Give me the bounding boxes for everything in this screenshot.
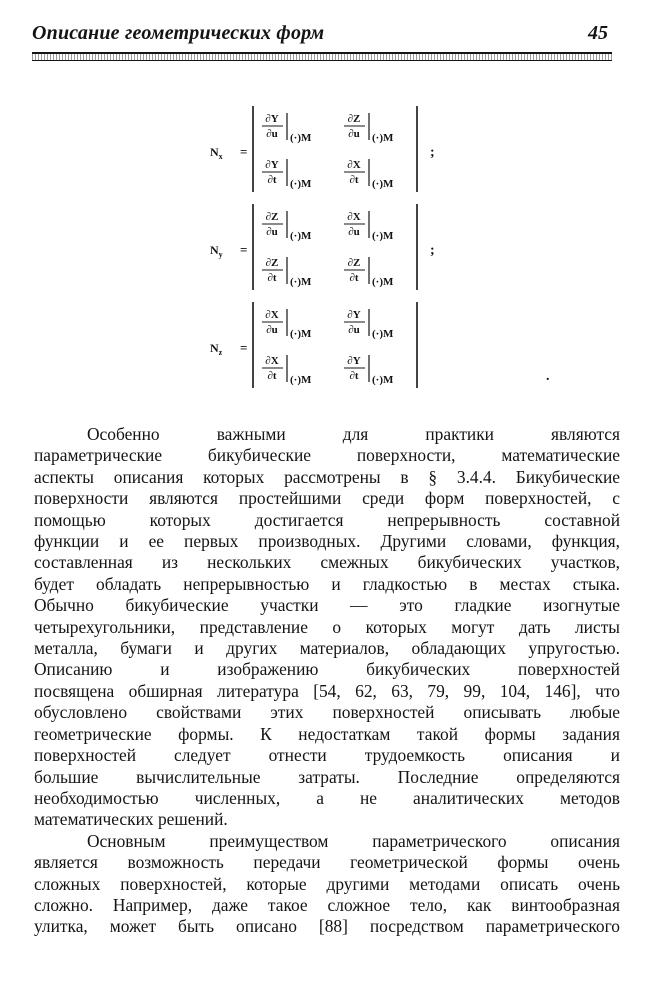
determinant-entry — [262, 159, 312, 190]
text-line: помощью которых достигается непрерывность составной — [34, 509, 620, 530]
vector-symbol — [210, 243, 223, 259]
evaluation-point: (·)M — [290, 276, 312, 288]
text-line: составленная из нескольких смежных бикубических участков, — [34, 552, 620, 573]
text-line: сложно. Например, даже такое сложное тело, как винтообразная — [34, 894, 620, 915]
formula-nz — [210, 300, 570, 397]
evaluation-point: (·)M — [290, 374, 312, 386]
evaluation-point: (·)M — [290, 230, 312, 242]
evaluation-point: (·)M — [372, 276, 394, 288]
paragraph — [34, 424, 620, 831]
text-line: поверхности являются простейшими среди форм поверхностей, с — [34, 488, 620, 509]
formula-punctuation: ; — [430, 243, 435, 258]
partial-denominator: ∂t — [267, 174, 277, 186]
partial-numerator: ∂X — [347, 211, 361, 223]
evaluation-point: (·)M — [372, 328, 394, 340]
formula-nx — [210, 104, 450, 201]
partial-denominator: ∂u — [348, 324, 360, 336]
running-title: Описание геометрических форм — [32, 22, 325, 44]
partial-numerator: ∂X — [347, 159, 361, 171]
equals-sign: = — [240, 144, 248, 159]
determinant-entry — [344, 211, 394, 242]
text-line: функции и ее первых производных. Другими словами, функция, — [34, 531, 620, 552]
text-line: Обычно бикубические участки — это гладкие изогнутые — [34, 595, 620, 616]
text-line: четырехугольники, представление о которых могут дать листы — [34, 616, 620, 637]
text-line: будет обладать непрерывностью и гладкостью в местах стыка. — [34, 573, 620, 594]
formula-punctuation: ; — [430, 145, 435, 160]
determinant-entry — [344, 309, 394, 340]
determinant-entry — [262, 257, 312, 288]
text-line: металла, бумаги и других материалов, обладающих упругостью. — [34, 638, 620, 659]
text-line: поверхностей следует отнести трудоемкость описания и — [34, 745, 620, 766]
text-line: геометрические формы. К недостаткам такой формы задания — [34, 723, 620, 744]
partial-denominator: ∂u — [266, 128, 278, 140]
partial-denominator: ∂t — [349, 370, 359, 382]
vector-subscript: z — [218, 348, 223, 357]
text-line: аспекты описания которых рассмотрены в § 3.4.4. Бикубические — [34, 466, 620, 487]
page-header — [32, 18, 612, 58]
partial-numerator: ∂Y — [265, 113, 279, 125]
determinant-nz — [210, 300, 570, 392]
determinant-entry — [262, 113, 312, 144]
determinant-entry — [344, 355, 394, 386]
vector-subscript: y — [218, 250, 223, 259]
text-line: сложных поверхностей, которые другими методами описать очень — [34, 873, 620, 894]
text-line: математических решений. — [34, 809, 228, 830]
evaluation-point: (·)M — [372, 374, 394, 386]
header-rule — [32, 52, 612, 61]
formula-punctuation: . — [546, 369, 550, 384]
formula-ny — [210, 202, 450, 299]
partial-numerator: ∂Y — [347, 355, 361, 367]
partial-numerator: ∂Z — [265, 211, 279, 223]
partial-numerator: ∂Z — [347, 257, 361, 269]
text-line: является возможность передачи геометрической формы очень — [34, 852, 620, 873]
vector-name: N — [210, 341, 219, 355]
partial-numerator: ∂Z — [265, 257, 279, 269]
determinant-entry — [262, 309, 312, 340]
evaluation-point: (·)M — [372, 230, 394, 242]
text-line: необходимостью численных, а не аналитических методов — [34, 787, 620, 808]
determinant-entry — [262, 211, 312, 242]
partial-denominator: ∂u — [266, 226, 278, 238]
partial-denominator: ∂t — [349, 174, 359, 186]
partial-denominator: ∂t — [267, 272, 277, 284]
text-line: большие вычислительные затраты. Последние определяются — [34, 766, 620, 787]
partial-numerator: ∂Z — [347, 113, 361, 125]
determinant-entry — [344, 257, 394, 288]
partial-numerator: ∂Y — [347, 309, 361, 321]
evaluation-point: (·)M — [372, 178, 394, 190]
partial-denominator: ∂t — [267, 370, 277, 382]
page-number: 45 — [588, 22, 608, 44]
vector-name: N — [210, 243, 219, 257]
partial-denominator: ∂u — [266, 324, 278, 336]
text-line: посвящена обширная литература [54, 62, 63, 79, 99, 104, 146], что — [34, 680, 620, 701]
paragraph — [34, 831, 620, 938]
equals-sign: = — [240, 340, 248, 355]
text-line: обусловлено свойствами этих поверхностей описывать любые — [34, 702, 620, 723]
vector-name: N — [210, 145, 219, 159]
determinant-entry — [262, 355, 312, 386]
partial-denominator: ∂t — [349, 272, 359, 284]
vector-subscript: x — [218, 152, 223, 161]
partial-numerator: ∂Y — [265, 159, 279, 171]
partial-numerator: ∂X — [265, 309, 279, 321]
evaluation-point: (·)M — [290, 132, 312, 144]
text-line: Описанию и изображению бикубических поверхностей — [34, 659, 620, 680]
partial-denominator: ∂u — [348, 226, 360, 238]
text-line: Особенно важными для практики являются — [87, 424, 620, 444]
partial-denominator: ∂u — [348, 128, 360, 140]
determinant-entry — [344, 159, 394, 190]
determinant-entry — [344, 113, 394, 144]
equals-sign: = — [240, 242, 248, 257]
evaluation-point: (·)M — [290, 178, 312, 190]
evaluation-point: (·)M — [372, 132, 394, 144]
text-line: улитка, может быть описано [88] посредством параметрического — [34, 916, 620, 937]
text-line: параметрические бикубические поверхности, математические — [34, 445, 620, 466]
vector-symbol — [210, 145, 223, 161]
vector-symbol — [210, 341, 223, 357]
determinant-nx — [210, 104, 450, 196]
evaluation-point: (·)M — [290, 328, 312, 340]
body-text — [34, 424, 620, 938]
text-line: Основным преимуществом параметрического описания — [87, 830, 620, 851]
partial-numerator: ∂X — [265, 355, 279, 367]
determinant-ny — [210, 202, 450, 294]
